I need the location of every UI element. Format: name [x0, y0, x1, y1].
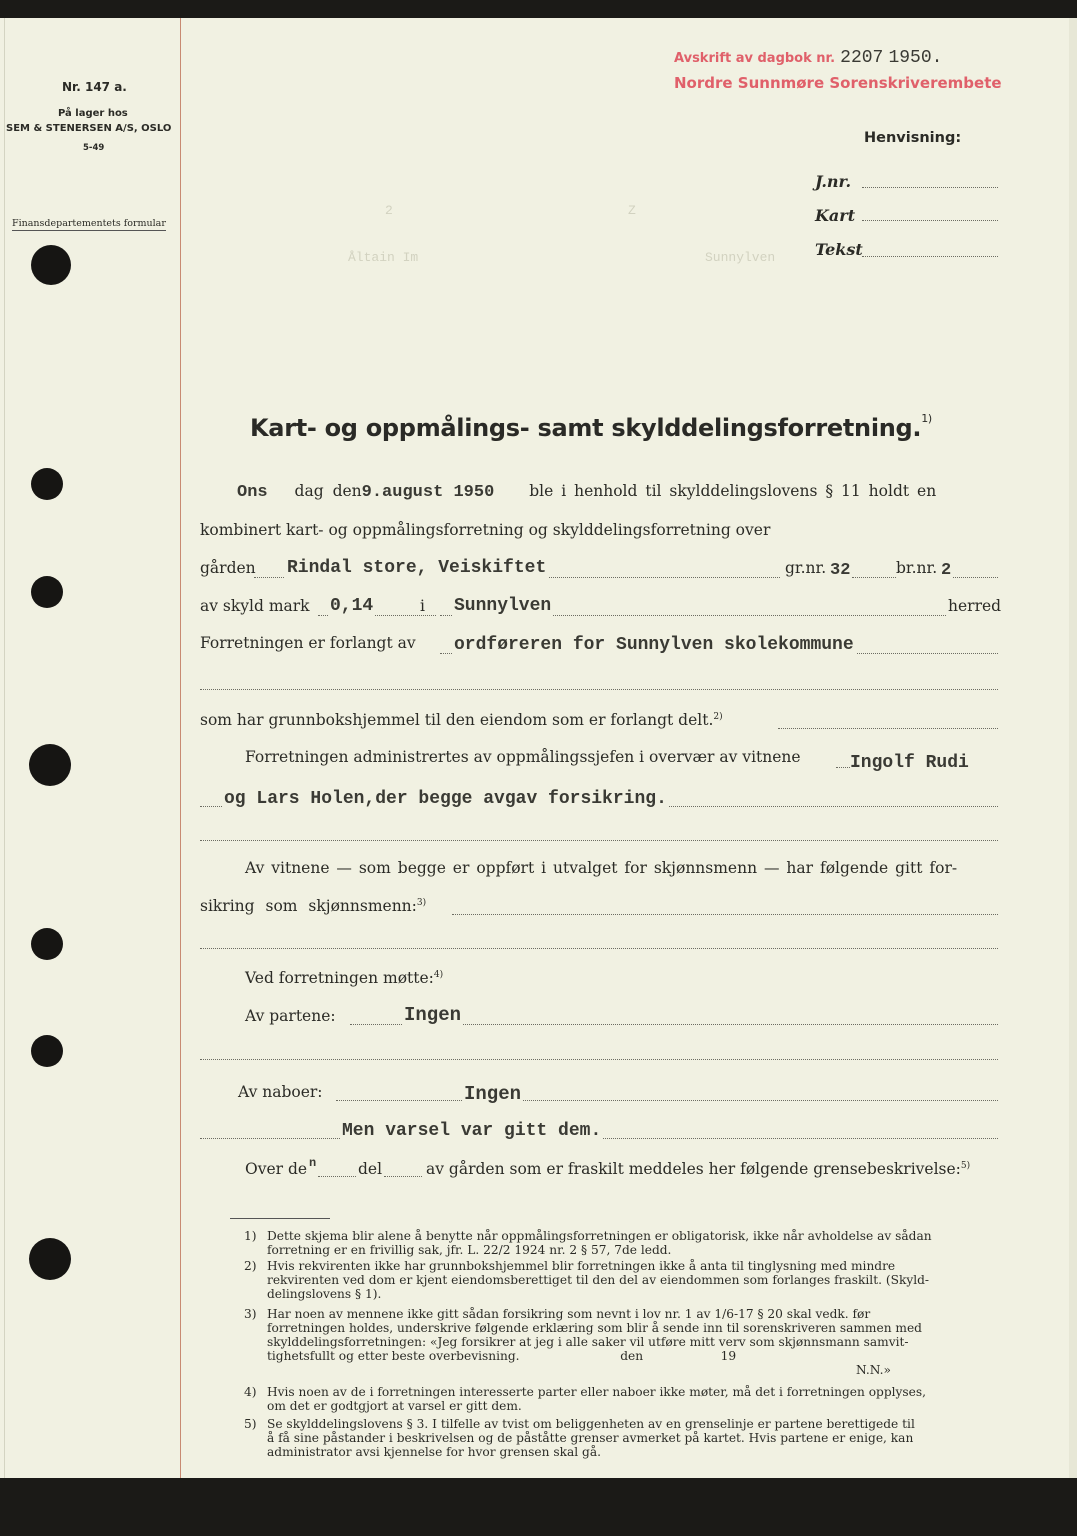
footnote-line: Se skylddelingslovens § 3. I tilfelle av tvist om beliggenheten av en grenselinje er partene berettigede til	[267, 1417, 915, 1431]
neighbours-value[interactable]: Ingen	[464, 1083, 522, 1105]
del-label: del	[358, 1160, 383, 1178]
skyld-value[interactable]: 0,14	[330, 596, 374, 616]
grnr-field[interactable]	[852, 577, 896, 578]
over-footnote-ref: 5)	[960, 1160, 971, 1171]
footnote-mark: 5)	[244, 1417, 257, 1431]
skjonn-label: sikring som skjønnsmenn:	[200, 897, 417, 915]
brnr-label: br.nr.	[896, 559, 938, 577]
footnote-line: administrator avsi kjennelse for hvor grensen skal gå.	[267, 1445, 601, 1459]
witness-field-1[interactable]	[836, 767, 850, 768]
title-footnote-ref: 1)	[921, 412, 932, 425]
footnote-line: Dette skjema blir alene å benytte når oppmålingsforretningen er obligatorisk, ikke når avholdelse av sådan	[267, 1229, 932, 1243]
punch-hole	[31, 928, 63, 960]
left-edge-line	[4, 18, 5, 1478]
skjonn-field-1[interactable]	[452, 914, 998, 915]
stamp-entry-number: 2207	[840, 48, 884, 68]
footnote-3	[244, 1307, 1000, 1377]
neighbours-field[interactable]	[336, 1100, 998, 1101]
requested-field-continued[interactable]	[200, 689, 998, 690]
stamp-year: 1950.	[888, 48, 943, 68]
footnote-line: forretningen holdes, underskrive følgende erklæring som blir å sende inn til sorenskriveren sammen med	[267, 1321, 922, 1335]
title-text: Kart- og oppmålings- samt skylddelingsforretning.	[250, 414, 922, 442]
body-line-2: kombinert kart- og oppmålingsforretning og skylddelingsforretning over	[200, 521, 771, 539]
footnote-line: delingslovens § 1).	[267, 1287, 382, 1301]
footnote-4	[244, 1385, 1000, 1413]
footnote-signature: N.N.»	[856, 1363, 891, 1377]
footnote-line: Hvis rekvirenten ikke har grunnbokshjemmel blir forretningen ikke å anta til tinglysning med mindre	[267, 1259, 896, 1273]
footnote-2	[244, 1259, 1000, 1301]
attended-text: Ved forretningen møtte:	[245, 969, 434, 987]
reference-tekst-label: Tekst	[815, 240, 863, 259]
stamp-prefix: Avskrift av dagbok nr.	[674, 51, 836, 66]
herred-label: herred	[948, 597, 1002, 615]
footnote-line: tighetsfullt og etter beste overbevisning. den 19	[267, 1349, 737, 1363]
form-edition: 5-49	[83, 143, 105, 153]
reference-jnr-label: J.nr.	[815, 172, 852, 191]
del-field[interactable]	[384, 1176, 422, 1177]
footnote-line: Hvis noen av de i forretningen interesserte parter eller naboer ikke møter, må det i forretningen opplyses,	[267, 1385, 927, 1399]
footnote-1	[244, 1229, 1000, 1257]
bleed-through-text: 2	[385, 203, 393, 218]
stock-line-2: SEM & STENERSEN A/S, OSLO	[6, 123, 172, 134]
parties-label: Av partene:	[245, 1007, 336, 1025]
over-rest	[426, 1160, 970, 1178]
witness-field-3[interactable]	[200, 840, 998, 841]
brnr-field[interactable]	[953, 577, 998, 578]
weekday-value[interactable]: Ons	[237, 483, 268, 502]
reference-kart-field[interactable]	[862, 220, 998, 221]
punch-hole	[31, 576, 63, 608]
attended-footnote-ref: 4)	[433, 969, 444, 980]
footnote-mark: 1)	[244, 1229, 257, 1243]
form-number: Nr. 147 a.	[62, 80, 127, 94]
brnr-value[interactable]: 2	[941, 561, 952, 580]
stamp-line-2: Nordre Sunnmøre Sorenskriverembete	[674, 74, 1002, 92]
footnote-line: rekvirenten ved dom er kjent eiendomsberettiget til den del av eiendommen som forlanges fraskilt. (Skyld-	[267, 1273, 930, 1287]
grunnbok-text	[200, 711, 723, 729]
punch-hole	[31, 245, 71, 285]
i-label: i	[420, 597, 425, 615]
date-value[interactable]: 9.august 1950	[361, 483, 495, 502]
footnote-line: å få sine påstander i beskrivelsen og de påståtte grenser avmerket på kartet. Hvis partene er enige, kan	[267, 1431, 914, 1445]
grunnbok-field[interactable]	[778, 728, 998, 729]
witness-value-2[interactable]: og Lars Holen,der begge avgav forsikring.	[224, 789, 667, 809]
skjonn-footnote-ref: 3)	[416, 897, 427, 908]
footnote-line: om det er godtgjort at varsel er gitt dem.	[267, 1399, 522, 1413]
reference-heading: Henvisning:	[864, 130, 962, 146]
footnote-line: skylddelingsforretningen: «Jeg forsikrer at jeg i alle saker vil utføre mitt verv som skjønnsmann samvit-	[267, 1335, 909, 1349]
date-line	[237, 482, 997, 502]
skjonn-field-2[interactable]	[200, 948, 998, 949]
neighbours-note-value[interactable]: Men varsel var gitt dem.	[342, 1121, 602, 1141]
footnote-line: forretning er en frivillig sak, jfr. L. 22/2 1924 nr. 2 § 57, 7de ledd.	[267, 1243, 672, 1257]
footnote-5	[244, 1417, 1000, 1459]
witness-label: Forretningen administrertes av oppmålingssjefen i overvær av vitnene	[245, 748, 801, 766]
bleed-through-text: Sunnylven	[705, 250, 776, 265]
farm-value[interactable]: Rindal store, Veiskiftet	[287, 558, 547, 578]
stamp-line-1	[674, 47, 942, 68]
requested-label: Forretningen er forlangt av	[200, 634, 416, 652]
weekday-suffix: dag	[294, 482, 324, 500]
over-label: Over de	[245, 1160, 308, 1178]
margin-rule	[180, 18, 181, 1478]
stock-line-1: På lager hos	[58, 108, 128, 119]
punch-hole	[31, 1035, 63, 1067]
punch-hole	[29, 1238, 71, 1280]
document-title	[250, 412, 932, 442]
herred-value[interactable]: Sunnylven	[454, 596, 552, 616]
den-label: den	[332, 482, 362, 500]
over-value[interactable]: n	[309, 1156, 317, 1170]
parties-field-continued[interactable]	[200, 1059, 998, 1060]
skjonn-line-1: Av vitnene — som begge er oppført i utvalget for skjønnsmenn — har følgende gitt for-	[245, 859, 958, 877]
line1-rest: ble i henhold til skylddelingslovens § 11 holdt en	[529, 482, 937, 500]
reference-kart-label: Kart	[815, 206, 856, 225]
attended-label	[245, 969, 443, 987]
reference-jnr-field[interactable]	[862, 187, 998, 188]
reference-tekst-field[interactable]	[862, 256, 998, 257]
grnr-value[interactable]: 32	[830, 561, 851, 580]
form-publisher: Finansdepartementets formular	[12, 218, 166, 229]
footnote-mark: 4)	[244, 1385, 257, 1399]
grunnbok-statement: som har grunnbokshjemmel til den eiendom som er forlangt delt.	[200, 711, 714, 729]
footnote-separator	[230, 1218, 330, 1219]
parties-value[interactable]: Ingen	[404, 1004, 462, 1026]
requested-value[interactable]: ordføreren for Sunnylven skolekommune	[454, 635, 854, 655]
footnote-mark: 3)	[244, 1307, 257, 1321]
witness-value-1[interactable]: Ingolf Rudi	[850, 753, 969, 773]
punch-hole	[29, 744, 71, 786]
grnr-label: gr.nr.	[785, 559, 827, 577]
skyld-label: av skyld mark	[200, 597, 310, 615]
bleed-through-text: Åltain Im	[348, 250, 419, 265]
punch-hole	[31, 468, 63, 500]
over-field[interactable]	[318, 1176, 356, 1177]
neighbours-label: Av naboer:	[238, 1083, 323, 1101]
farm-label: gården	[200, 559, 256, 577]
over-rest-text: av gården som er fraskilt meddeles her følgende grensebeskrivelse:	[426, 1160, 961, 1178]
grunnbok-footnote-ref: 2)	[713, 711, 723, 722]
footnote-line: Har noen av mennene ikke gitt sådan forsikring som nevnt i lov nr. 1 av 1/6-17 § 20 skal vedk. før	[267, 1307, 871, 1321]
bleed-through-text: Z	[628, 203, 636, 218]
skjonn-line-2	[200, 897, 426, 915]
page-edge	[1069, 18, 1077, 1478]
footnote-mark: 2)	[244, 1259, 257, 1273]
